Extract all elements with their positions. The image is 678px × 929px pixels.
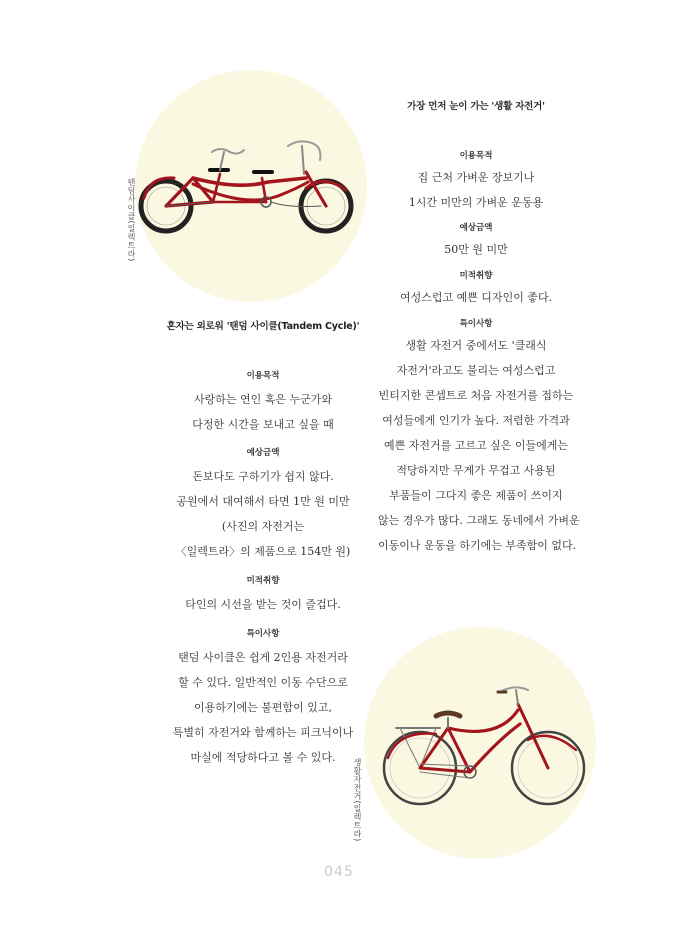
section-label-taste: 미적취향	[246, 576, 280, 586]
tandem-bicycle-image	[138, 138, 360, 244]
section-label-taste: 미적취향	[459, 271, 493, 281]
body-line: 자전거'라고도 불리는 여성스럽고	[396, 364, 556, 377]
body-line: 다정한 시간을 보내고 싶을 때	[192, 418, 334, 431]
body-line: 빈티지한 콘셉트로 처음 자전거를 접하는	[378, 389, 574, 402]
city-bike-column	[378, 98, 580, 558]
section-label-notes: 특이사항	[459, 319, 493, 329]
body-line: 사랑하는 연인 혹은 누군가와	[193, 393, 332, 406]
body-line: 탠덤 사이클은 쉽게 2인용 자전거라	[178, 651, 348, 664]
body-line: 타인의 시선을 받는 것이 즐겁다.	[185, 598, 341, 611]
body-line: 예쁜 자전거를 고르고 싶은 이들에게는	[383, 439, 568, 452]
body-line: 공원에서 대여해서 타면 1만 원 미만	[176, 495, 350, 508]
section-label-price: 예상금액	[459, 223, 493, 233]
body-line: 적당하지만 무게가 무겁고 사용된	[396, 464, 556, 477]
tandem-cycle-column	[148, 318, 378, 770]
body-line: 1시간 미만의 가벼운 운동용	[408, 196, 544, 209]
section-label-purpose: 이용목적	[459, 151, 493, 161]
body-line: 50만 원 미만	[444, 243, 508, 256]
section-label-notes: 특이사항	[246, 629, 280, 639]
tandem-photo-caption: 텐덤사이클(일렉트라)	[127, 178, 136, 262]
body-line: (사진의 자전거는	[221, 520, 305, 533]
body-line: 여성스럽고 예쁜 디자인이 좋다.	[399, 291, 553, 304]
page-number: 045	[324, 864, 354, 880]
body-line: 〈일렉트라〉의 제품으로 154만 원)	[175, 545, 351, 558]
body-line: 마실에 적당하다고 볼 수 있다.	[190, 751, 336, 764]
body-line: 이동이나 운동을 하기에는 부족함이 없다.	[378, 539, 577, 552]
body-line: 돈보다도 구하기가 쉽지 않다.	[192, 470, 334, 483]
city-bicycle-image	[378, 680, 588, 810]
section-label-purpose: 이용목적	[246, 371, 280, 381]
section-label-price: 예상금액	[246, 448, 280, 458]
body-line: 여성들에게 인기가 높다. 저렴한 가격과	[382, 414, 570, 427]
tandem-cycle-headline: 혼자는 외로워 '탠덤 사이클(Tandem Cycle)'	[166, 321, 360, 332]
body-line: 할 수 있다. 일반적인 이동 수단으로	[178, 676, 348, 689]
body-line: 생활 자전거 중에서도 '클래식	[405, 339, 547, 352]
city-bike-headline: 가장 먼저 눈이 가는 '생활 자전거'	[407, 101, 545, 112]
body-line: 특별히 자전거와 함께하는 피크닉이나	[172, 726, 354, 739]
body-line: 집 근처 가벼운 장보기나	[417, 171, 535, 184]
city-bike-photo-caption: 생활자전거(일렉트라)	[353, 758, 362, 842]
body-line: 않는 경우가 많다. 그래도 동네에서 가벼운	[378, 514, 580, 527]
body-line: 부품들이 그다지 좋은 제품이 쓰이지	[389, 489, 563, 502]
body-line: 이용하기에는 불편함이 있고,	[193, 701, 332, 714]
